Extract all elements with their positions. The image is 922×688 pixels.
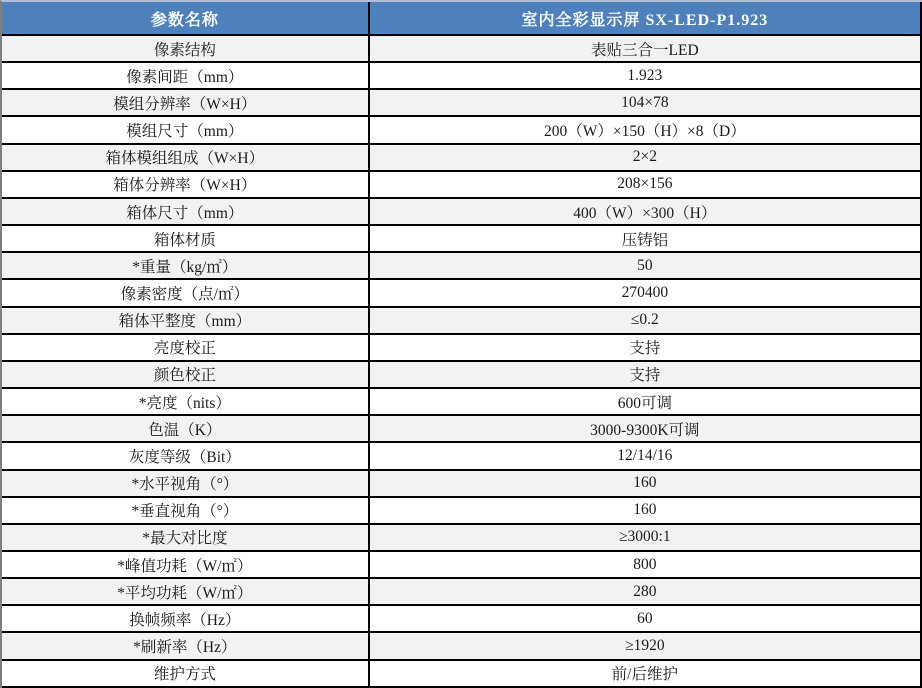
- spec-row: [2, 62, 921, 89]
- spec-row: [2, 497, 921, 524]
- param-value: 2×2: [369, 144, 921, 171]
- param-label: *刷新率（Hz）: [2, 632, 369, 659]
- param-label: 像素间距（mm）: [2, 62, 369, 89]
- spec-row: [2, 361, 921, 388]
- param-label: *峰值功耗（W/㎡）: [2, 551, 369, 578]
- spec-row: [2, 551, 921, 578]
- param-label: 箱体分辨率（W×H）: [2, 171, 369, 198]
- spec-row: [2, 252, 921, 279]
- param-value: 104×78: [369, 89, 921, 116]
- param-value: 600可调: [369, 388, 921, 415]
- param-value: 400（W）×300（H）: [369, 198, 921, 225]
- spec-row: [2, 388, 921, 415]
- spec-row: [2, 524, 921, 551]
- param-value: 支持: [369, 334, 921, 361]
- led-spec-table: [2, 2, 922, 688]
- header-param-name: 参数名称: [2, 2, 369, 35]
- spec-row: [2, 144, 921, 171]
- param-value: 12/14/16: [369, 442, 921, 469]
- spec-row: [2, 415, 921, 442]
- param-label: *水平视角（°）: [2, 470, 369, 497]
- spec-row: [2, 225, 921, 252]
- param-label: 换帧频率（Hz）: [2, 605, 369, 632]
- param-label: *重量（kg/㎡）: [2, 252, 369, 279]
- spec-row: [2, 279, 921, 306]
- param-value: ≥1920: [369, 632, 921, 659]
- spec-row: [2, 632, 921, 659]
- param-value: 表贴三合一LED: [369, 35, 921, 62]
- param-value: 160: [369, 497, 921, 524]
- spec-row: [2, 198, 921, 225]
- param-label: 亮度校正: [2, 334, 369, 361]
- spec-row: [2, 307, 921, 334]
- spec-row: [2, 442, 921, 469]
- param-label: *最大对比度: [2, 524, 369, 551]
- param-value: ≥3000:1: [369, 524, 921, 551]
- header-row: [2, 2, 921, 35]
- spec-row: [2, 35, 921, 62]
- spec-row: [2, 578, 921, 605]
- param-label: 像素密度（点/㎡）: [2, 279, 369, 306]
- param-label: 模组尺寸（mm）: [2, 116, 369, 143]
- param-label: *平均功耗（W/㎡）: [2, 578, 369, 605]
- param-value: 前/后维护: [369, 660, 921, 687]
- spec-row: [2, 89, 921, 116]
- param-value: 208×156: [369, 171, 921, 198]
- param-label: 维护方式: [2, 660, 369, 687]
- spec-row: [2, 334, 921, 361]
- param-label: 箱体尺寸（mm）: [2, 198, 369, 225]
- spec-row: [2, 660, 921, 687]
- param-label: *垂直视角（°）: [2, 497, 369, 524]
- header-product-title: 室内全彩显示屏 SX-LED-P1.923: [369, 2, 921, 35]
- param-value: 270400: [369, 279, 921, 306]
- param-label: 灰度等级（Bit）: [2, 442, 369, 469]
- param-value: 200（W）×150（H）×8（D）: [369, 116, 921, 143]
- param-value: 1.923: [369, 62, 921, 89]
- param-value: 60: [369, 605, 921, 632]
- param-label: 箱体材质: [2, 225, 369, 252]
- param-label: 箱体模组组成（W×H）: [2, 144, 369, 171]
- spec-row: [2, 470, 921, 497]
- param-value: 50: [369, 252, 921, 279]
- spec-row: [2, 116, 921, 143]
- spec-row: [2, 605, 921, 632]
- param-value: 160: [369, 470, 921, 497]
- param-value: 支持: [369, 361, 921, 388]
- param-value: 压铸铝: [369, 225, 921, 252]
- param-value: 800: [369, 551, 921, 578]
- param-value: 3000-9300K可调: [369, 415, 921, 442]
- spec-row: [2, 171, 921, 198]
- param-label: 颜色校正: [2, 361, 369, 388]
- param-label: 色温（K）: [2, 415, 369, 442]
- param-value: 280: [369, 578, 921, 605]
- param-label: 箱体平整度（mm）: [2, 307, 369, 334]
- param-value: ≤0.2: [369, 307, 921, 334]
- param-label: 模组分辨率（W×H）: [2, 89, 369, 116]
- param-label: *亮度（nits）: [2, 388, 369, 415]
- param-label: 像素结构: [2, 35, 369, 62]
